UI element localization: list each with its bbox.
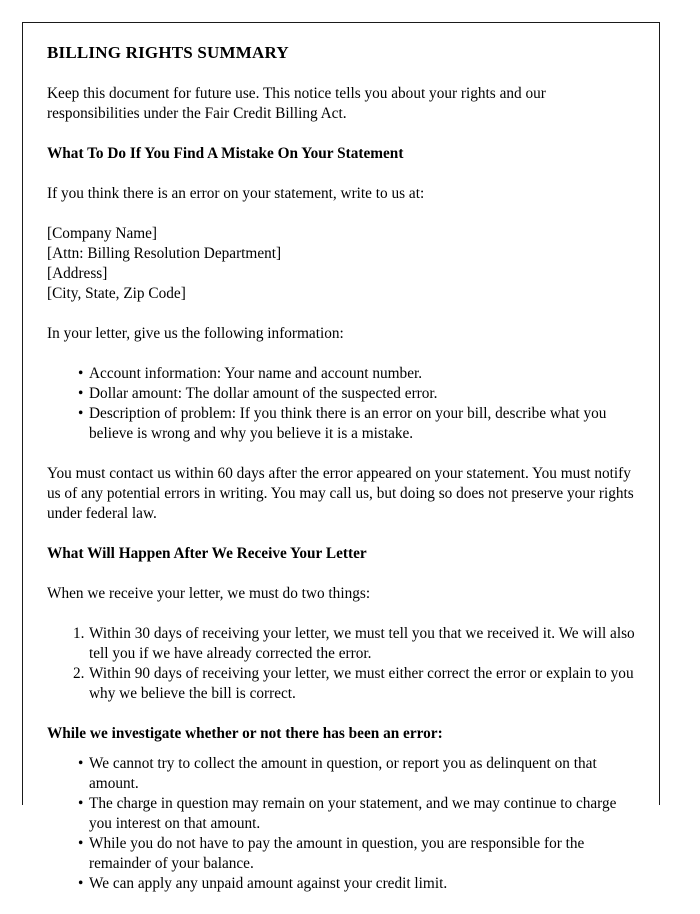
document-body bbox=[47, 43, 641, 914]
deadline-paragraph: You must contact us within 60 days after the error appeared on your statement. You must notify us of any potential errors in writing. You may call us, but doing so does not preserve your rights under federal law. bbox=[47, 465, 634, 522]
list-item: • We cannot try to collect the amount in question, or report you as delinquent on that amount. bbox=[47, 754, 641, 794]
section-heading-find-mistake: What To Do If You Find A Mistake On Your Statement bbox=[47, 145, 404, 162]
document-page bbox=[22, 22, 660, 892]
required-information-list bbox=[47, 364, 641, 444]
list-item: • Description of problem: If you think there is an error on your bill, describe what you believe is wrong and why you believe it is a mistake. bbox=[47, 404, 641, 444]
page-title: BILLING RIGHTS SUMMARY bbox=[47, 43, 289, 62]
list-item: • We can apply any unpaid amount against your credit limit. bbox=[47, 874, 641, 894]
give-information-intro: In your letter, give us the following information: bbox=[47, 325, 344, 342]
two-things-intro: When we receive your letter, we must do two things: bbox=[47, 585, 371, 602]
section-heading-after-receive-letter: What Will Happen After We Receive Your Letter bbox=[47, 545, 367, 562]
list-item: • The charge in question may remain on your statement, and we may continue to charge you interest on that amount. bbox=[47, 794, 641, 834]
address-line-city-state-zip: [City, State, Zip Code] bbox=[47, 285, 186, 302]
company-address-block bbox=[47, 224, 641, 304]
list-item: • While you do not have to pay the amount in question, you are responsible for the remainder of your balance. bbox=[47, 834, 641, 874]
address-line-attn: [Attn: Billing Resolution Department] bbox=[47, 245, 282, 262]
section-heading-while-investigating: While we investigate whether or not there has been an error: bbox=[47, 725, 443, 742]
list-item: • Dollar amount: The dollar amount of the suspected error. bbox=[47, 384, 641, 404]
response-steps-list bbox=[47, 624, 641, 704]
list-item: • Account information: Your name and account number. bbox=[47, 364, 641, 384]
list-item: Within 30 days of receiving your letter, we must tell you that we received it. We will also tell you if we have already corrected the error. bbox=[89, 625, 635, 662]
list-item: Within 90 days of receiving your letter, we must either correct the error or explain to you why we believe the bill is correct. bbox=[89, 665, 634, 702]
intro-paragraph: Keep this document for future use. This notice tells you about your rights and our responsibilities under the Fair Credit Billing Act. bbox=[47, 85, 546, 122]
address-line-street: [Address] bbox=[47, 265, 108, 282]
write-to-us-paragraph: If you think there is an error on your statement, write to us at: bbox=[47, 185, 425, 202]
address-line-company: [Company Name] bbox=[47, 225, 158, 242]
investigation-rights-list bbox=[47, 754, 641, 894]
